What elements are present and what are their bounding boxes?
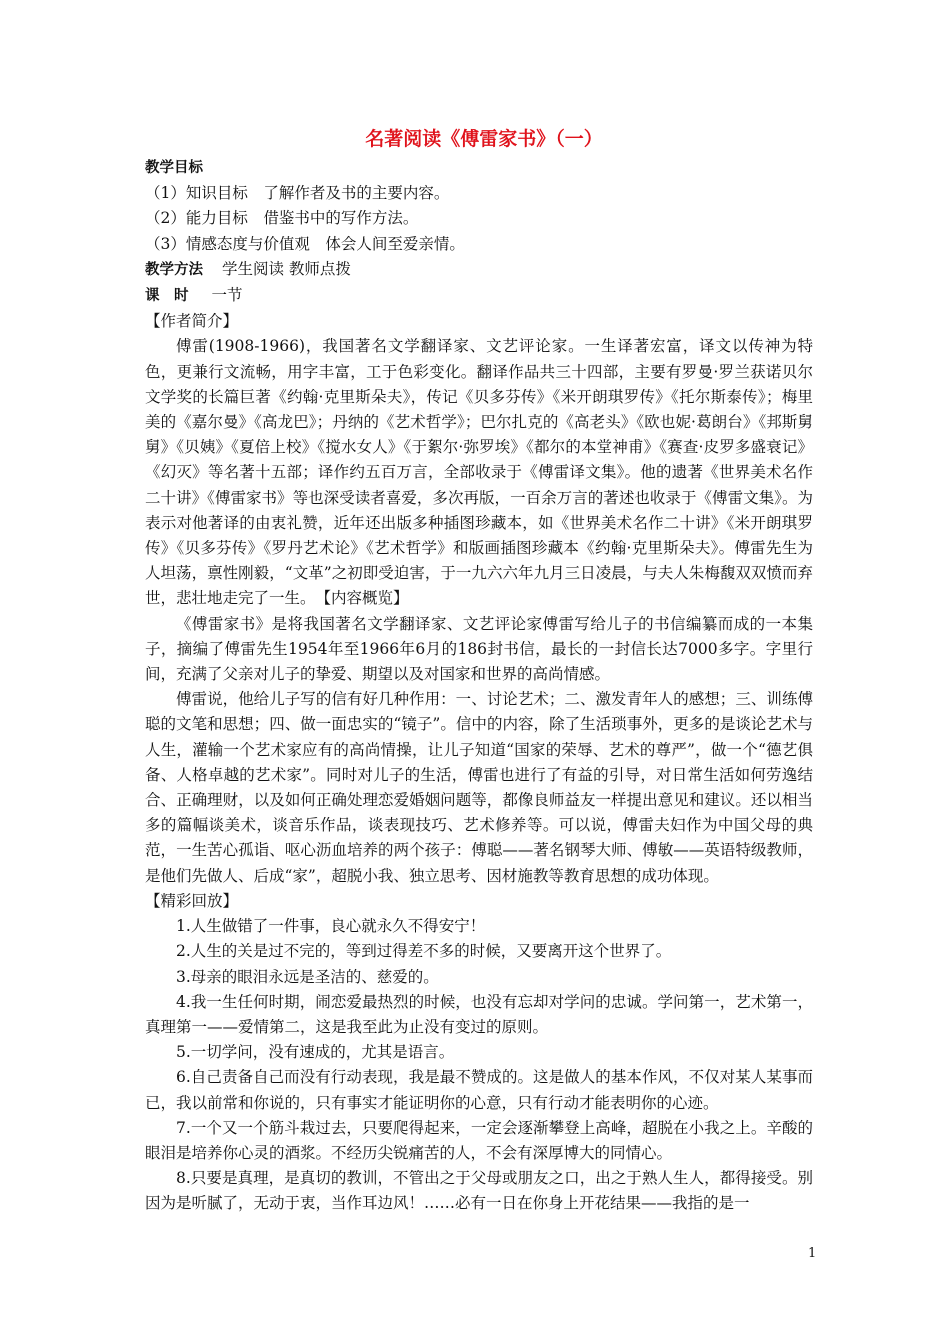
highlight-item-3: 3.母亲的眼泪永远是圣洁的、慈爱的。: [176, 967, 439, 986]
goals-heading: 教学目标: [145, 160, 203, 176]
goal-item-knowledge: （1）知识目标 了解作者及书的主要内容。: [145, 184, 450, 203]
highlight-item-1: 1.人生做错了一件事，良心就永久不得安宁！: [176, 917, 486, 936]
page-number: 1: [808, 1246, 817, 1261]
goal-item-emotion: （3）情感态度与价值观 体会人间至爱亲情。: [145, 234, 465, 253]
hours-row: [145, 283, 813, 309]
overview-heading: 【内容概览】: [323, 589, 409, 608]
author-heading: 【作者简介】: [145, 312, 239, 331]
highlight-item-2: 2.人生的关是过不完的，等到过得差不多的时候，又要离开这个世界了。: [176, 942, 672, 961]
method-value: 学生阅读 教师点拨: [221, 259, 351, 278]
overview-paragraph-2: 傅雷说，他给儿子写的信有好几种作用：一、讨论艺术；二、激发青年人的感想；三、训练傅聪的文笔和思想；四、做一面忠实的“镜子”。信中的内容，除了生活琐事外，更多的是谈论艺术与人生，灌输一个艺术家应有的高尚情操，让儿子知道“国家的荣辱、艺术的尊严”，做一个“德艺俱备、人格卓越的艺术家”。同时对儿子的生活，傅雷也进行了有益的引导，对日常生活如何劳逸结合、正确理财，以及如何正确处理恋爱婚姻问题等，都像良师益友一样提出意见和建议。还以相当多的篇幅谈美术，谈音乐作品，谈表现技巧、艺术修养等。可以说，傅雷夫妇作为中国父母的典范，一生苦心孤诣、呕心沥血培养的两个孩子：傅聪——著名钢琴大师、傅敏——英语特级教师，是他们先做人、后成“家”，超脱小我、独立思考、因材施教等教育思想的成功体现。: [145, 690, 813, 885]
hours-value: 一节: [211, 286, 243, 305]
highlight-item-8: 8.只要是真理，是真切的教训，不管出之于父母或朋友之口，出之于熟人生人，都得接受。别因为是听腻了，无动于衷，当作耳边风！……必有一日在你身上开花结果——我指的是一: [145, 1169, 813, 1213]
author-text: 傅雷(1908-1966)，我国著名文学翻译家、文艺评论家。一生译著宏富，译文以传神为特色，更兼行文流畅，用字丰富，工于色彩变化。翻译作品共三十四部，主要有罗曼·罗兰获诺贝尔文学奖的长篇巨著《约翰·克里斯朵夫》，传记《贝多芬传》《米开朗琪罗传》《托尔斯泰传》；梅里美的《嘉尔曼》《高龙巴》；丹纳的《艺术哲学》；巴尔扎克的《高老头》《欧也妮·葛朗台》《邦斯舅舅》《贝姨》《夏倍上校》《搅水女人》《于絮尔·弥罗埃》《都尔的本堂神甫》《赛查·皮罗多盛衰记》《幻灭》等名著十五部；译作约五百万言，全部收录于《傅雷译文集》。他的遗著《世界美术名作二十讲》《傅雷家书》等也深受读者喜爱，多次再版，一百余万言的著述也收录于《傅雷文集》。为表示对他著译的由衷礼赞，近年还出版多种插图珍藏本，如《世界美术名作二十讲》《米开朗琪罗传》《贝多芬传》《罗丹艺术论》《艺术哲学》和版画插图珍藏本《约翰·克里斯朵夫》。傅雷先生为人坦荡，禀性刚毅，“文革”之初即受迫害，于一九六六年九月三日凌晨，与夫人朱梅馥双双愤而弃世，悲壮地走完了一生。: [145, 337, 813, 608]
highlight-item-4: 4.我一生任何时期，闹恋爱最热烈的时候，也没有忘却对学问的忠诚。学问第一，艺术第一，真理第一——爱情第二，这是我至此为止没有变过的原则。: [145, 992, 813, 1036]
highlights-heading: 【精彩回放】: [145, 891, 239, 910]
document-title: 名著阅读《傅雷家书》（一）: [365, 128, 603, 150]
highlight-item-6: 6.自己责备自己而没有行动表现，我是最不赞成的。这是做人的基本作风，不仅对某人某事而已，我以前常和你说的，只有事实才能证明你的心意，只有行动才能表明你的心迹。: [145, 1068, 813, 1112]
document-page: [145, 122, 813, 1217]
goal-item-ability: （2）能力目标 借鉴书中的写作方法。: [145, 209, 419, 228]
method-label: 教学方法: [145, 261, 203, 278]
highlight-item-5: 5.一切学问，没有速成的，尤其是语言。: [176, 1043, 455, 1062]
highlight-item-7: 7.一个又一个筋斗栽过去，只要爬得起来，一定会逐渐攀登上高峰，超脱在小我之上。辛酸的眼泪是培养你心灵的酒浆。不经历尖锐痛苦的人，不会有深厚博大的同情心。: [145, 1118, 813, 1162]
hours-label: 课 时: [145, 288, 189, 305]
method-row: [145, 257, 813, 283]
author-paragraph: [145, 334, 813, 611]
overview-paragraph-1: 《傅雷家书》是将我国著名文学翻译家、文艺评论家傅雷写给儿子的书信编纂而成的一本集子，摘编了傅雷先生1954年至1966年6月的186封书信，最长的一封信长达7000多字。字里行间，充满了父亲对儿子的挚爱、期望以及对国家和世界的高尚情感。: [145, 614, 813, 684]
